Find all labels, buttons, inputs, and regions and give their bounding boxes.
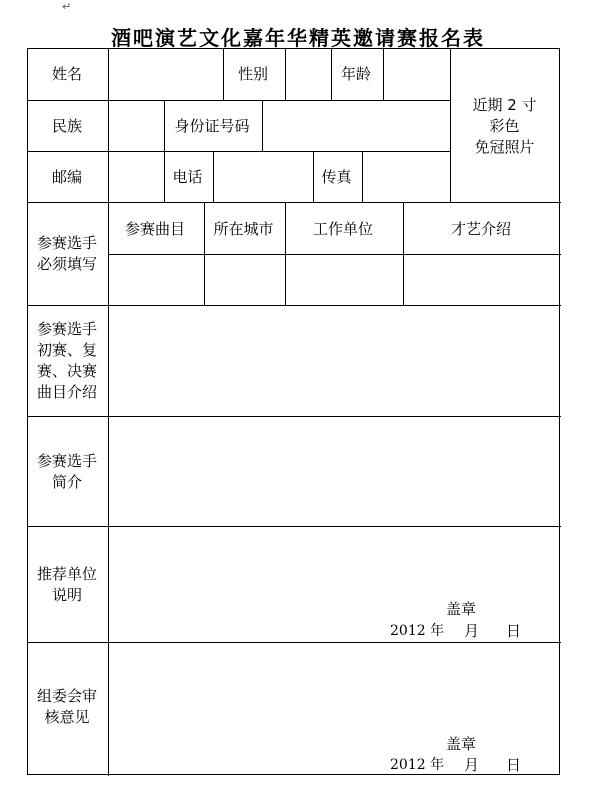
recommend-label-line: 说明 [51,586,82,604]
col-divider [262,100,263,151]
postcode-label: 邮编 [51,168,82,186]
songs-intro-line: 曲目介绍 [36,383,97,401]
songs-intro-line: 参赛选手 [36,320,97,338]
col-header-song: 参赛曲目 [124,220,185,238]
bio-label-line: 简介 [51,473,82,491]
required-label-line: 必须填写 [36,255,97,273]
recommend-label [27,564,107,606]
col-divider [108,49,109,776]
fax-label: 传真 [321,168,352,186]
col-divider [213,151,214,202]
photo-placeholder [449,95,560,158]
date-year: 2012 年 [390,757,445,773]
gender-label: 性别 [237,65,268,83]
date-day: 日 [506,622,522,640]
row-divider [28,100,450,101]
photo-text-line: 免冠照片 [474,138,535,156]
committee-label-line: 核意见 [44,708,90,726]
col-header-talent: 才艺介绍 [450,220,511,238]
col-header-city: 所在城市 [213,220,274,238]
col-divider [204,202,205,305]
stamp-label: 盖章 [446,600,477,618]
date-month: 月 [464,622,480,640]
phone-label: 电话 [172,168,203,186]
required-label [27,233,107,275]
col-header-workplace: 工作单位 [312,220,373,238]
row-divider [108,254,561,255]
required-label-line: 参赛选手 [36,234,97,252]
recommend-label-line: 推荐单位 [36,565,97,583]
age-label: 年龄 [340,65,371,83]
stamp-label: 盖章 [446,735,477,753]
songs-intro-line: 赛、决赛 [36,362,97,380]
songs-intro-line: 初赛、复 [36,341,97,359]
bio-label-line: 参赛选手 [36,452,97,470]
col-divider [403,202,404,305]
date-day: 日 [506,756,522,774]
col-divider [285,49,286,100]
photo-text-line: 近期 2 寸 [472,96,537,114]
songs-intro-label [27,319,107,403]
date-year: 2012 年 [390,623,445,639]
id-number-label: 身份证号码 [174,117,250,135]
col-divider [285,202,286,305]
bio-label [27,451,107,493]
date-month: 月 [464,756,480,774]
photo-text-line: 彩色 [489,117,520,135]
paragraph-mark: ↵ [62,0,72,13]
row-divider [28,151,450,152]
committee-label [27,686,107,728]
ethnicity-label: 民族 [51,117,82,135]
col-divider [383,49,384,100]
col-divider [362,151,363,202]
committee-label-line: 组委会审 [36,687,97,705]
form-title: 酒吧演艺文化嘉年华精英邀请赛报名表 [111,26,485,50]
name-label: 姓名 [51,65,82,83]
